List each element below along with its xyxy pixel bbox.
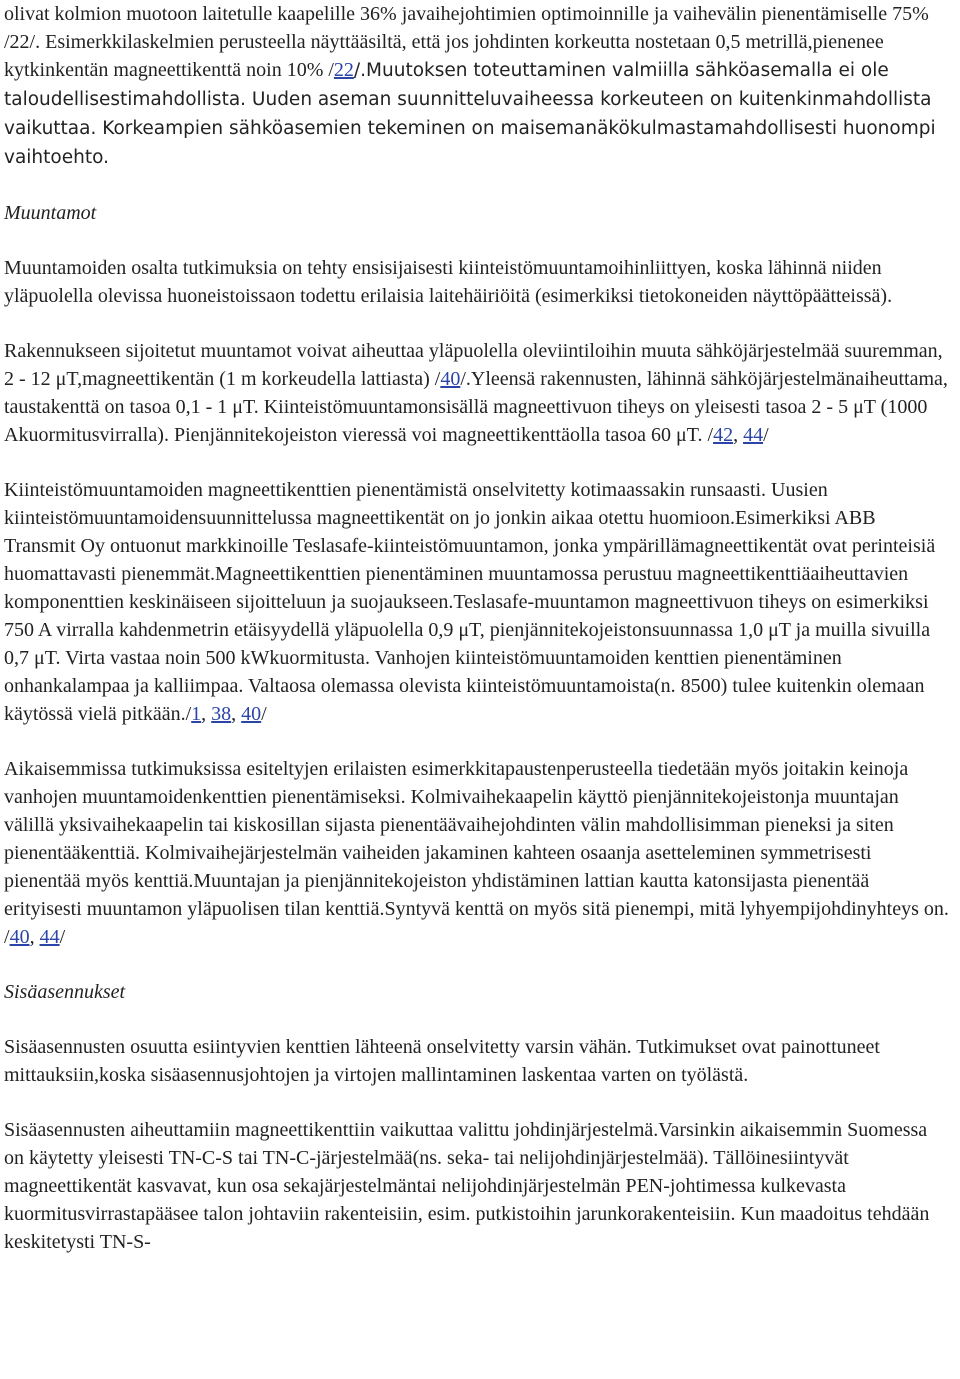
- reference-link-40[interactable]: 40: [9, 926, 30, 948]
- reference-link-22[interactable]: 22: [333, 59, 354, 81]
- reference-link-40[interactable]: 40: [241, 703, 262, 725]
- reference-link-44[interactable]: 44: [743, 424, 764, 446]
- section-heading-muuntamot: Muuntamot: [4, 202, 97, 224]
- reference-close: /: [59, 926, 66, 948]
- reference-separator: ,: [733, 424, 744, 446]
- paragraph-muuntamot-4: [4, 755, 950, 951]
- paragraph-muuntamot-2: [4, 337, 950, 449]
- intro-paragraph: [4, 0, 950, 172]
- intro-serif-text: olivat kolmion muotoon laitetulle kaapelille 36% javaihejohtimien optimoinnille ja vaihevälin pienentämiselle 75% /22/. Esimerkkilaskelmien perusteella näyttääsiltä, että jos johdinten korkeutta nostetaan 0,5 metrillä,pienenee kytkinkentän magneettikenttä noin 10% /: [4, 3, 929, 81]
- paragraph-text: /.Yleensä rakennusten, lähinnä sähköjärjestelmänaiheuttama, taustakenttä on tasoa 0,1 - 1 μT. Kiinteistömuuntamonsisällä magneettivuon tiheys on yleisesti tasoa 2 - 5 μT (1000 Akuormitusvirralla). Pienjännitekojeiston vieressä voi magneettikenttäolla tasoa 60 μT. /: [4, 368, 948, 446]
- reference-link-42[interactable]: 42: [713, 424, 734, 446]
- reference-close: /: [763, 424, 769, 446]
- paragraph-sisaasennukset-2: Sisäasennusten aiheuttamiin magneettikenttiin vaikuttaa valittu johdinjärjestelmä.Varsinkin aikaisemmin Suomessa on käytetty yleisesti TN-C-S tai TN-C-järjestelmää(ns. seka- tai nelijohdinjärjestelmää). Tällöinesiintyvät magneettikentät kasvavat, kun osa sekajärjestelmäntai nelijohdinjärjestelmän PEN-johtimessa kulkevasta kuormitusvirrastapääsee talon johtaviin rakenteisiin, esim. putkistoihin jarunkorakenteisiin. Kun maadoitus tehdään keskitetysti TN-S-: [4, 1119, 930, 1253]
- paragraph-sisaasennukset-1: Sisäasennusten osuutta esiintyvien kenttien lähteenä onselvitetty varsin vähän. Tutkimukset ovat painottuneet mittauksiin,koska sisäasennusjohtojen ja virtojen mallintaminen laskentaa varten on työlästä.: [4, 1036, 880, 1086]
- reference-link-38[interactable]: 38: [211, 703, 232, 725]
- paragraph-text: Rakennukseen sijoitetut muuntamot voivat aiheuttaa yläpuolella oleviintiloihin muuta sähköjärjestelmää suuremman, 2 - 12 μT,magneettikentän (1 m korkeudella lattiasta) /: [4, 340, 943, 390]
- reference-separator: ,: [231, 703, 242, 725]
- reference-link-44[interactable]: 44: [39, 926, 60, 948]
- reference-link-1[interactable]: 1: [191, 703, 202, 725]
- paragraph-muuntamot-3: [4, 476, 950, 728]
- reference-separator: ,: [29, 926, 40, 948]
- section-heading-sisaasennukset: Sisäasennukset: [4, 981, 126, 1003]
- intro-sans-text: /.Muutoksen toteuttaminen valmiilla sähköasemalla ei ole taloudellisestimahdollista. Uuden aseman suunnitteluvaiheessa korkeuteen on kuitenkinmahdollista vaikuttaa. Korkeampien sähköasemien tekeminen on maisemanäkökulmastamahdollisesti huonompi vaihtoehto.: [4, 60, 936, 168]
- paragraph-text: Aikaisemmissa tutkimuksissa esiteltyjen erilaisten esimerkkitapaustenperusteella tiedetään myös joitakin keinoja vanhojen muuntamoidenkenttien pienentämiseksi. Kolmivaihekaapelin käyttö pienjännitekojeistonja muuntajan välillä yksivaihekaapelin tai kiskosillan sijasta pienentäävaihejohdinten välin mahdollisimman pieneksi ja siten pienentääkenttiä. Kolmivaihejärjestelmän vaiheiden jakaminen kahteen osaanja asetteleminen symmetrisesti pienentää myös kenttiä.Muuntajan ja pienjännitekojeiston yhdistäminen lattian kautta katonsijasta pienentää erityisesti muuntamon yläpuolisen tilan kenttiä.Syntyvä kenttä on myös sitä pienempi, mitä lyhyempijohdinyhteys on. /: [4, 758, 949, 948]
- paragraph-muuntamot-1: Muuntamoiden osalta tutkimuksia on tehty ensisijaisesti kiinteistömuuntamoihinliittyen, koska lähinnä niiden yläpuolella olevissa huoneistoissaon todettu erilaisia laitehäiriöitä (esimerkiksi tietokoneiden näyttöpäätteissä).: [4, 257, 893, 307]
- reference-close: /: [261, 703, 267, 725]
- reference-separator: ,: [201, 703, 212, 725]
- paragraph-text: Kiinteistömuuntamoiden magneettikenttien pienentämistä onselvitetty kotimaassakin runsaasti. Uusien kiinteistömuuntamoidensuunnittelussa magneettikentät on jo jonkin aikaa otettu huomioon.Esimerkiksi ABB Transmit Oy ontuonut markkinoille Teslasafe-kiinteistömuuntamon, jonka ympärillämagneettikentät ovat perinteisiä huomattavasti pienemmät.Magneettikenttien pienentäminen muuntamossa perustuu magneettikenttiäaiheuttavien komponenttien keskinäiseen sijoitteluun ja suojaukseen.Teslasafe-muuntamon magneettivuon tiheys on esimerkiksi 750 A virralla kahdenmetrin etäisyydellä yläpuolella 0,9 μT, pienjännitekojeistonsuunnassa 1,0 μT ja muilla sivuilla 0,7 μT. Virta vastaa noin 500 kWkuormitusta. Vanhojen kiinteistömuuntamoiden kenttien pienentäminen onhankalampaa ja kalliimpaa. Valtaosa olemassa olevista kiinteistömuuntamoista(n. 8500) tulee kuitenkin olemaan käytössä vielä pitkään./: [4, 479, 936, 725]
- reference-link-40[interactable]: 40: [440, 368, 461, 390]
